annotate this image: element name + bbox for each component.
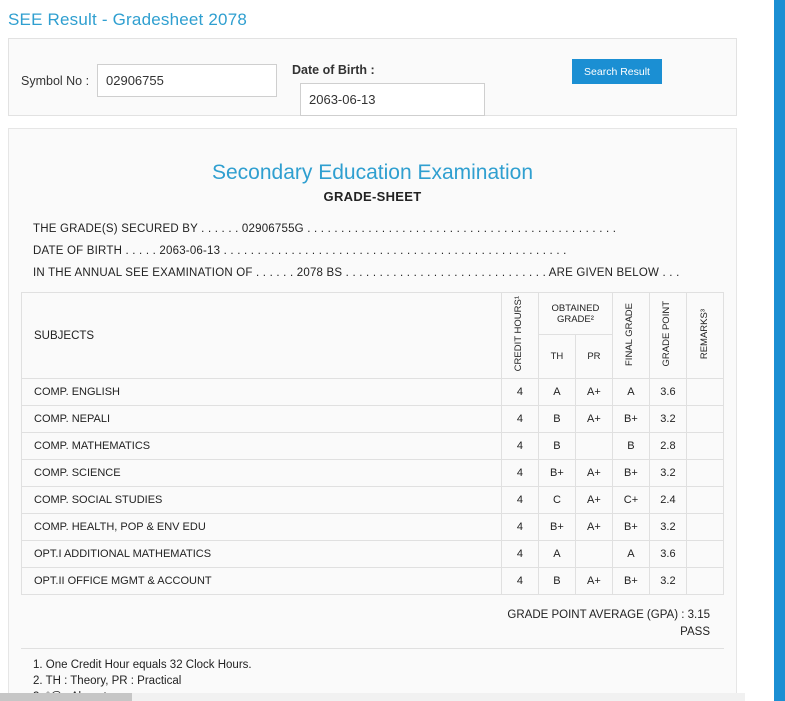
note-credit-hour: 1. One Credit Hour equals 32 Clock Hours. [33, 659, 252, 671]
cell-final: B+ [612, 514, 649, 541]
cell-th: B+ [538, 460, 575, 487]
cell-credit: 4 [501, 487, 538, 514]
cell-point: 3.2 [649, 568, 686, 595]
grades-header-row-1 [22, 293, 724, 335]
cell-point: 3.6 [649, 541, 686, 568]
cell-remarks [686, 487, 723, 514]
cell-pr [575, 433, 612, 460]
cell-subject: COMP. MATHEMATICS [22, 433, 502, 460]
cell-remarks [686, 379, 723, 406]
cell-pr [575, 541, 612, 568]
cell-remarks [686, 568, 723, 595]
cell-th: A [538, 541, 575, 568]
page-title: SEE Result - Gradesheet 2078 [8, 10, 248, 29]
cell-final: B+ [612, 568, 649, 595]
header-credit-hours [501, 293, 538, 379]
table-row [22, 433, 724, 460]
exam-year-line: IN THE ANNUAL SEE EXAMINATION OF . . . . . . 2078 BS . . . . . . . . . . . . . . . . . . . . . . . . . . . . . . ARE GIVEN BELOW . . . [33, 267, 680, 279]
table-row [22, 406, 724, 433]
cell-th: B [538, 568, 575, 595]
header-final-grade-text: FINAL GRADE [624, 302, 636, 366]
cell-credit: 4 [501, 541, 538, 568]
cell-remarks [686, 460, 723, 487]
symbol-no-label: Symbol No : [21, 74, 90, 88]
header-credit-hours-text: CREDIT HOURS¹ [513, 296, 525, 372]
cell-subject: OPT.I ADDITIONAL MATHEMATICS [22, 541, 502, 568]
cell-credit: 4 [501, 568, 538, 595]
search-panel [8, 38, 737, 116]
header-remarks [686, 293, 723, 379]
cell-point: 2.4 [649, 487, 686, 514]
cell-pr: A+ [575, 379, 612, 406]
header-subjects: SUBJECTS [22, 293, 502, 379]
cell-pr: A+ [575, 487, 612, 514]
table-row [22, 460, 724, 487]
note-th-pr: 2. TH : Theory, PR : Practical [33, 675, 182, 687]
cell-credit: 4 [501, 379, 538, 406]
table-row [22, 379, 724, 406]
header-remarks-text: REMARKS³ [698, 308, 710, 360]
cell-credit: 4 [501, 406, 538, 433]
cell-pr: A+ [575, 514, 612, 541]
cell-subject: COMP. SCIENCE [22, 460, 502, 487]
cell-final: B+ [612, 406, 649, 433]
header-practical: PR [575, 335, 612, 379]
cell-th: C [538, 487, 575, 514]
grades-table [21, 292, 724, 595]
date-of-birth-line: DATE OF BIRTH . . . . . 2063-06-13 . . . . . . . . . . . . . . . . . . . . . . . . . . . . . . . . . . . . . . . . . . . . . . . . . . . [33, 245, 567, 257]
header-grade-point [649, 293, 686, 379]
cell-final: A [612, 379, 649, 406]
vertical-scrollbar[interactable] [774, 0, 785, 701]
cell-remarks [686, 541, 723, 568]
cell-point: 3.2 [649, 406, 686, 433]
cell-pr: A+ [575, 460, 612, 487]
horizontal-scrollbar[interactable] [0, 693, 745, 701]
date-of-birth-input[interactable] [300, 83, 485, 116]
grade-secured-by-line: THE GRADE(S) SECURED BY . . . . . . 02906755G . . . . . . . . . . . . . . . . . . . . . . . . . . . . . . . . . . . . . . . . . . . . . . [33, 223, 617, 235]
symbol-no-input[interactable] [97, 64, 277, 97]
gpa-text: GRADE POINT AVERAGE (GPA) : 3.15 [507, 609, 710, 621]
grades-table-body [22, 379, 724, 595]
table-row [22, 568, 724, 595]
cell-subject: COMP. NEPALI [22, 406, 502, 433]
search-result-button[interactable]: Search Result [572, 59, 662, 84]
exam-title: Secondary Education Examination [211, 161, 534, 184]
cell-final: B+ [612, 460, 649, 487]
cell-th: B [538, 433, 575, 460]
table-row [22, 541, 724, 568]
gradesheet-subtitle: GRADE-SHEET [323, 189, 422, 204]
header-grade-point-text: GRADE POINT [661, 301, 673, 367]
header-theory: TH [538, 335, 575, 379]
grades-table-head [22, 293, 724, 379]
cell-credit: 4 [501, 460, 538, 487]
cell-subject: COMP. HEALTH, POP & ENV EDU [22, 514, 502, 541]
result-status: PASS [680, 626, 710, 638]
cell-credit: 4 [501, 514, 538, 541]
cell-subject: OPT.II OFFICE MGMT & ACCOUNT [22, 568, 502, 595]
cell-final: C+ [612, 487, 649, 514]
cell-subject: COMP. SOCIAL STUDIES [22, 487, 502, 514]
cell-th: B [538, 406, 575, 433]
cell-final: A [612, 541, 649, 568]
cell-remarks [686, 433, 723, 460]
cell-th: A [538, 379, 575, 406]
cell-point: 2.8 [649, 433, 686, 460]
cell-pr: A+ [575, 568, 612, 595]
cell-point: 3.2 [649, 460, 686, 487]
cell-remarks [686, 406, 723, 433]
cell-th: B+ [538, 514, 575, 541]
cell-point: 3.6 [649, 379, 686, 406]
cell-final: B [612, 433, 649, 460]
cell-remarks [686, 514, 723, 541]
cell-credit: 4 [501, 433, 538, 460]
horizontal-scrollbar-thumb[interactable] [0, 693, 132, 701]
cell-point: 3.2 [649, 514, 686, 541]
cell-pr: A+ [575, 406, 612, 433]
table-row [22, 514, 724, 541]
date-of-birth-label: Date of Birth : [292, 63, 375, 77]
table-row [22, 487, 724, 514]
cell-subject: COMP. ENGLISH [22, 379, 502, 406]
header-final-grade [612, 293, 649, 379]
gradesheet-panel [8, 128, 737, 701]
header-obtained-grade: OBTAINED GRADE² [538, 293, 612, 335]
